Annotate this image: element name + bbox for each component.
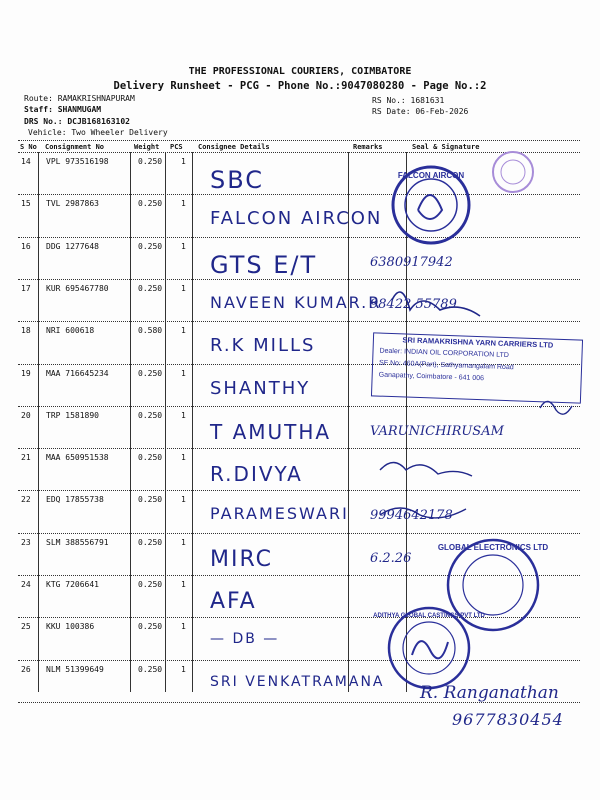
row-consignment-no: SLM 388556791 [46, 537, 109, 547]
yarn-stamp-line1: Dealer: INDIAN OIL CORPORATION LTD [379, 347, 509, 360]
row-weight: 0.250 [138, 537, 163, 547]
row-consignee: T AMUTHA [210, 419, 332, 444]
staff-value: SHANMUGAM [57, 105, 102, 114]
row-weight: 0.250 [138, 664, 163, 674]
route-value: RAMAKRISHNAPURAM [57, 94, 135, 103]
row-consignment-no: TVL 2987863 [46, 199, 99, 209]
row-remark: 9994642178 [370, 508, 453, 524]
row-consignment-no: MAA 650951538 [46, 453, 109, 463]
row-pcs: 1 [181, 622, 186, 632]
row-sno: 16 [21, 241, 31, 251]
row-sno: 15 [21, 199, 31, 209]
row-weight: 0.250 [138, 453, 163, 463]
row-weight: 0.580 [138, 326, 163, 336]
row-consignee: GTS E/T [210, 250, 318, 279]
row-consignment-no: NLM 51399649 [46, 664, 104, 674]
row-pcs: 1 [181, 283, 186, 293]
row-weight: 0.250 [138, 410, 163, 420]
col-consignment: Consignment No [45, 143, 105, 151]
row-sno: 26 [21, 664, 31, 674]
row-sno: 23 [21, 537, 31, 547]
rs-no-value: 1681631 [410, 96, 445, 105]
row-consignment-no: KTG 7206641 [46, 580, 99, 589]
row-pcs: 1 [181, 410, 186, 420]
row-remark: 98422 55789 [370, 296, 457, 312]
row-pcs: 1 [181, 368, 186, 378]
electronics-stamp-text: GLOBAL ELECTRONICS LTD [437, 543, 549, 552]
row-consignee: SBC [210, 166, 265, 194]
row-pcs: 1 [181, 199, 186, 209]
staff-line: Staff: SHANMUGAM [24, 105, 102, 114]
row-consignee: FALCON AIRCON [210, 208, 383, 230]
row-weight: 0.250 [138, 368, 163, 378]
col-remarks: Remarks [353, 143, 383, 151]
row-weight: 0.250 [138, 495, 163, 505]
row-remark: 6380917942 [370, 254, 453, 270]
row-pcs: 1 [181, 537, 186, 547]
row-remark: 6.2.26 [370, 550, 412, 566]
row-consignment-no: EDQ 17855738 [46, 495, 104, 505]
yarn-stamp-title: SRI RAMAKRISHNA YARN CARRIERS LTD [402, 335, 554, 350]
row-consignee: — DB — [210, 631, 280, 648]
row-sno: 17 [21, 283, 31, 293]
signature-name: R. Ranganathan [420, 683, 559, 703]
row-consignment-no: DDG 1277648 [46, 241, 99, 251]
row-consignee: R.DIVYA [210, 462, 303, 487]
row-pcs: 1 [181, 241, 186, 251]
signature-phone: 9677830454 [452, 710, 564, 729]
row-sno: 21 [21, 453, 31, 463]
cbe-stamp [493, 152, 533, 192]
yarn-stamp-line2: SF No: 460A(Part), Sathyamangalam Road [378, 359, 514, 372]
col-pcs: PCS [170, 143, 183, 151]
col-consignee: Consignee Details [198, 143, 270, 151]
row-weight: 0.250 [138, 580, 163, 589]
row-weight: 0.250 [138, 622, 163, 632]
yarn-carriers-stamp [371, 332, 583, 403]
row-consignment-no: NRI 600618 [46, 326, 95, 336]
row-sno: 24 [21, 580, 31, 589]
row-pcs: 1 [181, 580, 186, 589]
row-pcs: 1 [181, 453, 186, 463]
row-sno: 22 [21, 495, 31, 505]
row-weight: 0.250 [138, 241, 163, 251]
castings-stamp [373, 608, 485, 688]
row-consignee: SHANTHY [210, 377, 311, 399]
row-consignee: MIRC [210, 546, 274, 572]
row-sno: 14 [21, 157, 31, 166]
row-consignee: AFA [210, 589, 257, 614]
row-consignment-no: VPL 973516198 [46, 157, 109, 166]
row-pcs: 1 [181, 664, 186, 674]
row-pcs: 1 [181, 157, 186, 166]
row-sno: 20 [21, 410, 31, 420]
route-line: Route: RAMAKRISHNAPURAM [24, 94, 135, 103]
falcon-stamp-text: FALCON AIRCON [397, 171, 465, 180]
yarn-stamp-line3: Ganapathy, Coimbatore - 641 006 [378, 371, 485, 383]
row-weight: 0.250 [138, 283, 163, 293]
castings-stamp-text: ADITHYA GLOBAL CASTINGS PVT LTD [373, 613, 485, 619]
runsheet-title: Delivery Runsheet - PCG - Phone No.:9047080280 - Page No.:2 [113, 80, 487, 92]
col-weight: Weight [134, 143, 160, 151]
row-consignment-no: MAA 716645234 [46, 368, 109, 378]
row-sno: 25 [21, 622, 31, 632]
rs-no-line: RS No.: 1681631 [372, 96, 445, 105]
signature-scribbles [380, 292, 572, 518]
row-consignee: PARAMESWARI [210, 504, 349, 524]
rs-date-value: 06-Feb-2026 [415, 107, 469, 116]
row-consignee: NAVEEN KUMAR.R [210, 292, 382, 312]
drs-line: DRS No.: DCJB168163102 [24, 117, 130, 126]
row-pcs: 1 [181, 326, 186, 336]
falcon-stamp [393, 167, 469, 243]
col-sno: S No [20, 143, 37, 151]
rs-date-line: RS Date: 06-Feb-2026 [372, 107, 469, 116]
row-consignee: R.K MILLS [210, 335, 316, 357]
vehicle-value: Two Wheeler Delivery [71, 128, 168, 137]
row-consignment-no: KKU 100386 [46, 622, 95, 632]
company-title: THE PROFESSIONAL COURIERS, COIMBATORE [188, 66, 412, 77]
col-seal: Seal & Signature [412, 143, 480, 151]
vehicle-line: Vehicle: Two Wheeler Delivery [28, 128, 168, 137]
row-consignment-no: KUR 695467780 [46, 283, 109, 293]
row-remark: VARUNICHIRUSAM [370, 423, 504, 439]
row-pcs: 1 [181, 495, 186, 505]
row-sno: 18 [21, 326, 31, 336]
row-weight: 0.250 [138, 199, 163, 209]
row-weight: 0.250 [138, 157, 163, 166]
row-sno: 19 [21, 368, 31, 378]
row-consignee: SRI VENKATRAMANA [210, 673, 385, 690]
row-consignment-no: TRP 1581890 [46, 410, 99, 420]
drs-value: DCJB168163102 [67, 117, 130, 126]
